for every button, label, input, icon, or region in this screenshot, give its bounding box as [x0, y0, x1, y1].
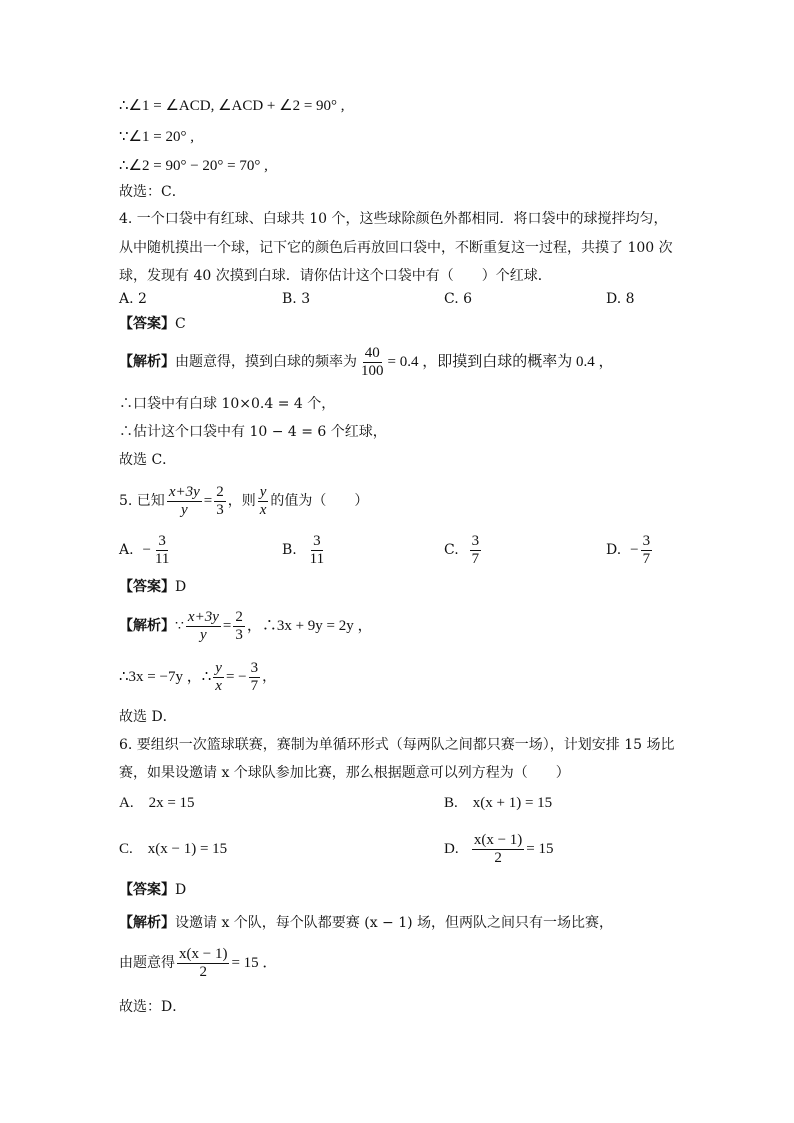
fraction-numerator: 3 — [313, 532, 321, 549]
analysis-label: 【解析】 — [119, 618, 175, 634]
fraction — [213, 660, 224, 695]
fraction-denominator: 2 — [199, 963, 207, 980]
fraction-numerator: 3 — [250, 659, 259, 676]
equals-sign: = − — [225, 669, 247, 685]
q6-answer — [119, 880, 186, 900]
q5-answer — [119, 577, 186, 597]
q5-stem-text: 5. 已知 — [119, 493, 165, 509]
answer-value: D — [175, 882, 187, 898]
fraction-denominator: 11 — [309, 550, 325, 567]
answer-value: D — [175, 579, 187, 595]
q3-choice: 故选：C． — [119, 184, 186, 200]
q3-line-2: ∵∠1 = 20° , — [119, 129, 194, 145]
analysis-text: 由题意得，摸到白球的频率为 — [175, 354, 357, 370]
q4-option-b: B. 3 — [282, 291, 311, 307]
q6-option-b: B. x(x + 1) = 15 — [444, 795, 553, 811]
option-letter: A. — [119, 542, 134, 558]
option-letter: D. — [606, 542, 622, 558]
q5-option-d — [606, 531, 654, 569]
q4-line-2: ∴口袋中有白球 10×0.4 = 4 个， — [119, 396, 336, 412]
q4-choice: 故选 C． — [119, 452, 177, 468]
analysis-text: = 15 ． — [231, 955, 278, 971]
fraction-numerator: y — [259, 483, 267, 500]
fraction-denominator: 100 — [361, 362, 384, 379]
fraction — [153, 533, 171, 568]
answer-value: C — [175, 316, 186, 332]
fraction — [641, 533, 653, 568]
fraction-numerator: 3 — [642, 532, 651, 549]
q4-analysis-1 — [119, 343, 613, 381]
q5-option-c — [444, 531, 483, 569]
q6-option-c: C. x(x − 1) = 15 — [119, 841, 228, 857]
option-letter: D. — [444, 841, 459, 857]
q5-analysis-1 — [119, 607, 373, 645]
fraction — [233, 609, 245, 644]
fraction-denominator: 2 — [494, 850, 502, 867]
q4-line-3: ∴估计这个口袋中有 10 − 4 = 6 个红球， — [119, 424, 387, 440]
analysis-text: = 0.4 ，即摸到白球的概率为 0.4 ， — [387, 354, 614, 370]
option-letter: C. — [444, 542, 459, 558]
fraction-numerator: x(x − 1) — [473, 832, 523, 849]
answer-label: 【答案】 — [119, 579, 175, 595]
analysis-label: 【解析】 — [119, 915, 175, 931]
q6-stem-1: 6. 要组织一次篮球联赛，赛制为单循环形式（每两队之间都只赛一场），计划安排 15 场比 — [119, 737, 675, 753]
fraction-denominator: 7 — [250, 677, 259, 694]
equals-sign: = — [203, 493, 213, 509]
fraction-numerator: 2 — [235, 608, 243, 625]
analysis-text: 设邀请 x 个队，每个队都要赛 (x − 1) 场，但两队之间只有一场比赛， — [175, 915, 614, 931]
fraction-denominator: 3 — [216, 501, 224, 518]
equals-sign: = — [222, 618, 232, 634]
q6-analysis-2 — [119, 944, 277, 982]
option-sign: − — [630, 542, 639, 558]
q5-stem-text: ，则 — [227, 493, 256, 509]
q5-analysis-2 — [119, 658, 276, 696]
answer-label: 【答案】 — [119, 316, 175, 332]
fraction — [470, 533, 482, 568]
q6-option-d — [444, 830, 554, 868]
fraction — [214, 484, 226, 519]
q3-line-1: ∴∠1 = ∠ACD, ∠ACD + ∠2 = 90° , — [119, 98, 345, 114]
q5-choice: 故选 D． — [119, 709, 177, 725]
fraction-denominator: 7 — [642, 550, 651, 567]
fraction-denominator: y — [180, 501, 188, 518]
q5-stem-text: 的值为（ ） — [270, 493, 369, 509]
q4-option-c: C. 6 — [444, 291, 473, 307]
fraction-denominator: 11 — [154, 550, 170, 567]
q5-option-b — [282, 531, 328, 569]
fraction — [359, 345, 386, 380]
fraction-denominator: x — [259, 501, 267, 518]
fraction — [186, 609, 221, 644]
q5-stem — [119, 482, 368, 520]
q4-answer — [119, 314, 186, 334]
q4-stem-2: 从中随机摸出一个球，记下它的颜色后再放回口袋中，不断重复这一过程，共摸了 100 次 — [119, 240, 673, 256]
fraction-numerator: x+3y — [168, 483, 200, 500]
analysis-label: 【解析】 — [119, 354, 175, 370]
q6-choice: 故选：D． — [119, 999, 187, 1015]
fraction-numerator: y — [215, 659, 222, 676]
fraction — [308, 533, 326, 568]
fraction-numerator: 3 — [471, 532, 480, 549]
q6-analysis-1 — [119, 913, 613, 933]
answer-label: 【答案】 — [119, 882, 175, 898]
q6-option-a: A. 2x = 15 — [119, 795, 195, 811]
analysis-text: ，∴3x + 9y = 2y ， — [246, 618, 373, 634]
analysis-text: ， — [262, 669, 277, 685]
analysis-text: ∴3x = −7y ，∴ — [119, 669, 212, 685]
analysis-text: ∵ — [175, 618, 184, 634]
fraction — [258, 484, 269, 519]
q4-option-d: D. 8 — [606, 291, 635, 307]
fraction — [472, 832, 524, 867]
fraction-numerator: 3 — [158, 532, 166, 549]
q5-option-a — [119, 531, 173, 569]
fraction — [177, 946, 229, 981]
fraction-denominator: 3 — [235, 626, 243, 643]
fraction-numerator: x(x − 1) — [179, 945, 228, 962]
q3-line-3: ∴∠2 = 90° − 20° = 70° , — [119, 158, 268, 174]
fraction-denominator: 7 — [471, 550, 480, 567]
q4-stem-1: 4. 一个口袋中有红球、白球共 10 个，这些球除颜色外都相同．将口袋中的球搅拌均匀， — [119, 211, 668, 227]
analysis-text: 由题意得 — [119, 955, 175, 971]
fraction-denominator: y — [200, 626, 207, 643]
q6-stem-2: 赛，如果设邀请 x 个球队参加比赛，那么根据题意可以列方程为（ ） — [119, 765, 570, 781]
fraction-denominator: x — [215, 677, 222, 694]
fraction-numerator: 40 — [364, 344, 380, 361]
fraction — [249, 660, 261, 695]
fraction-numerator: x+3y — [187, 608, 219, 625]
q4-stem-3: 球，发现有 40 次摸到白球．请你估计这个口袋中有（ ）个红球． — [119, 268, 552, 284]
fraction-numerator: 2 — [216, 483, 224, 500]
q4-option-a: A. 2 — [119, 291, 147, 307]
fraction — [167, 484, 202, 519]
option-sign: − — [142, 542, 151, 558]
option-letter: B. — [282, 542, 297, 558]
option-equation: = 15 — [526, 841, 554, 857]
